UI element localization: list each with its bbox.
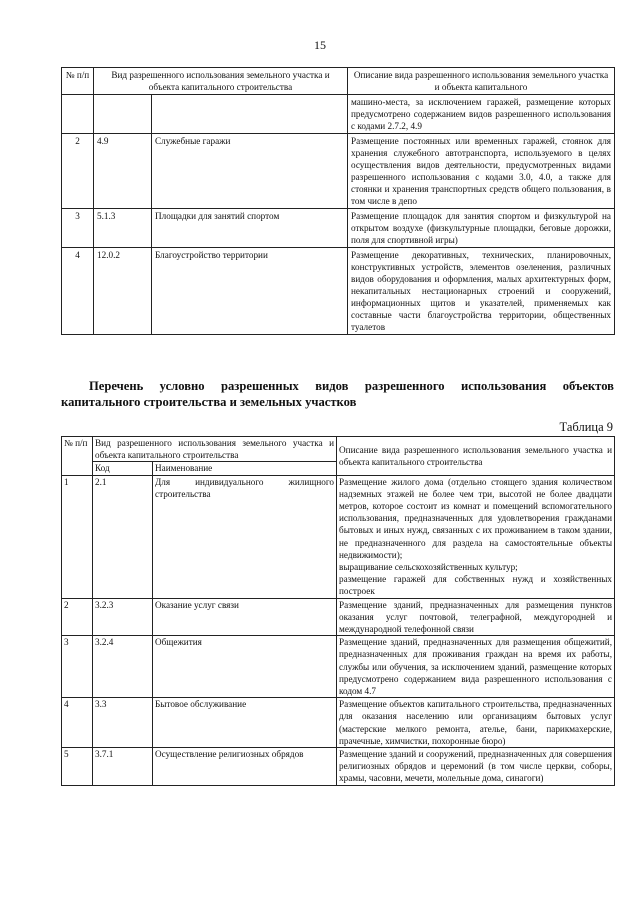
table-header-row	[62, 68, 615, 95]
col-header-name: Наименование	[153, 462, 337, 475]
row-number: 2	[62, 134, 94, 209]
row-description: Размещение постоянных или временных гаражей, стоянок для хранения служебного автотранспорта, используемого в целях осуществления видов деятельности, предусмотренных видами разрешенного использования с кодами 3.0, 4.0, а также для стоянки и хранения транспортных средств общего пользования, в том числе в депо	[348, 134, 615, 209]
row-description: Размещение жилого дома (отдельно стоящего здания количеством надземных этажей не более чем три, высотой не более двадцати метров, которое состоит из комнат и помещений вспомогательного использования, предназначенных для удовлетворения гражданами бытовых и иных нужд, связанных с их проживанием в таком здании, не предназначенного для раздела на самостоятельные объекты недвижимости);	[339, 476, 613, 560]
row-name: Оказание услуг связи	[153, 598, 337, 636]
table-row	[62, 636, 615, 698]
row-number: 4	[62, 248, 94, 335]
row-code: 4.9	[94, 134, 152, 209]
row-name: Служебные гаражи	[152, 134, 348, 209]
table-row	[62, 134, 615, 209]
row-code: 12.0.2	[94, 248, 152, 335]
section-heading-line2: капитального строительства и земельных участков	[61, 395, 357, 409]
row-description: машино-места, за исключением гаражей, размещение которых предусмотрено содержанием видов разрешенного использования с кодами 2.7.2, 4.9	[348, 95, 615, 134]
row-description: Размещение зданий, предназначенных для размещения общежитий, предназначенных для проживания граждан на время их работы, службы или обучения, за исключением зданий, размещение которых предусмотрено содержанием вида разрешенного использования с кодом 4.7	[337, 636, 615, 698]
row-name: Осуществление религиозных обрядов	[153, 748, 337, 786]
conditional-use-table	[61, 436, 615, 786]
section-heading-line1: Перечень условно разрешенных видов разрешенного использования объектов	[89, 379, 614, 393]
col-header-type: Вид разрешенного использования земельного участка и объекта капитального строительства	[93, 437, 337, 462]
section-heading	[61, 378, 614, 410]
row-name: Благоустройство территории	[152, 248, 348, 335]
page-number: 15	[314, 38, 326, 52]
row-description: Размещение зданий и сооружений, предназначенных для совершения религиозных обрядов и церемоний (в том числе церкви, соборы, храмы, часовни, мечети, молельные дома, синагоги)	[337, 748, 615, 786]
table-header-row	[62, 437, 615, 462]
table-caption: Таблица 9	[559, 420, 613, 434]
table-row	[62, 698, 615, 748]
table-row	[62, 475, 615, 598]
col-header-description: Описание вида разрешенного использования земельного участка и объекта капитального строительства	[337, 437, 615, 476]
col-header-code: Код	[93, 462, 153, 475]
row-number: 4	[62, 698, 93, 748]
row-description-part2: выращивание сельскохозяйственных культур;	[339, 562, 518, 573]
row-description: Размещение площадок для занятия спортом и физкультурой на открытом воздухе (физкультурные площадки, беговые дорожки, поля для спортивной игры)	[348, 209, 615, 248]
row-description: Размещение декоративных, технических, планировочных, конструктивных устройств, элементов озеленения, различных видов оборудования и оформления, малых архитектурных форм, некапитальных нестационарных строений и сооружений, информационных щитов и указателей, применяемых как составные части благоустройства территории, общественных туалетов	[348, 248, 615, 335]
row-description: Размещение зданий, предназначенных для размещения пунктов оказания услуг почтовой, телеграфной, междугородней и международной телефонной связи	[337, 598, 615, 636]
col-header-num: № п/п	[62, 68, 94, 95]
col-header-num: № п/п	[62, 437, 93, 476]
row-number: 2	[62, 598, 93, 636]
row-description: Размещение объектов капитального строительства, предназначенных для оказания населению или организациям бытовых услуг (мастерские мелкого ремонта, ателье, бани, парикмахерские, прачечные, химчистки, похоронные бюро)	[337, 698, 615, 748]
row-number: 1	[62, 475, 93, 598]
row-code: 3.2.3	[93, 598, 153, 636]
row-code: 3.2.4	[93, 636, 153, 698]
row-code: 3.7.1	[93, 748, 153, 786]
row-description-cell	[337, 475, 615, 598]
table-row	[62, 95, 615, 134]
row-name: Бытовое обслуживание	[153, 698, 337, 748]
row-code: 3.3	[93, 698, 153, 748]
row-number: 3	[62, 636, 93, 698]
table-row	[62, 598, 615, 636]
row-number: 5	[62, 748, 93, 786]
row-name: Общежития	[153, 636, 337, 698]
table-row	[62, 209, 615, 248]
row-code: 5.1.3	[94, 209, 152, 248]
row-number: 3	[62, 209, 94, 248]
table-row	[62, 248, 615, 335]
row-name: Для индивидуального жилищного строительства	[153, 475, 337, 598]
table-row	[62, 748, 615, 786]
permitted-use-table-continued	[61, 67, 615, 335]
row-name: Площадки для занятий спортом	[152, 209, 348, 248]
col-header-type: Вид разрешенного использования земельного участка и объекта капитального строительства	[94, 68, 348, 95]
col-header-description: Описание вида разрешенного использования земельного участка и объекта капитального	[348, 68, 615, 95]
row-description-part3: размещение гаражей для собственных нужд и хозяйственных построек	[339, 574, 613, 597]
row-code: 2.1	[93, 475, 153, 598]
